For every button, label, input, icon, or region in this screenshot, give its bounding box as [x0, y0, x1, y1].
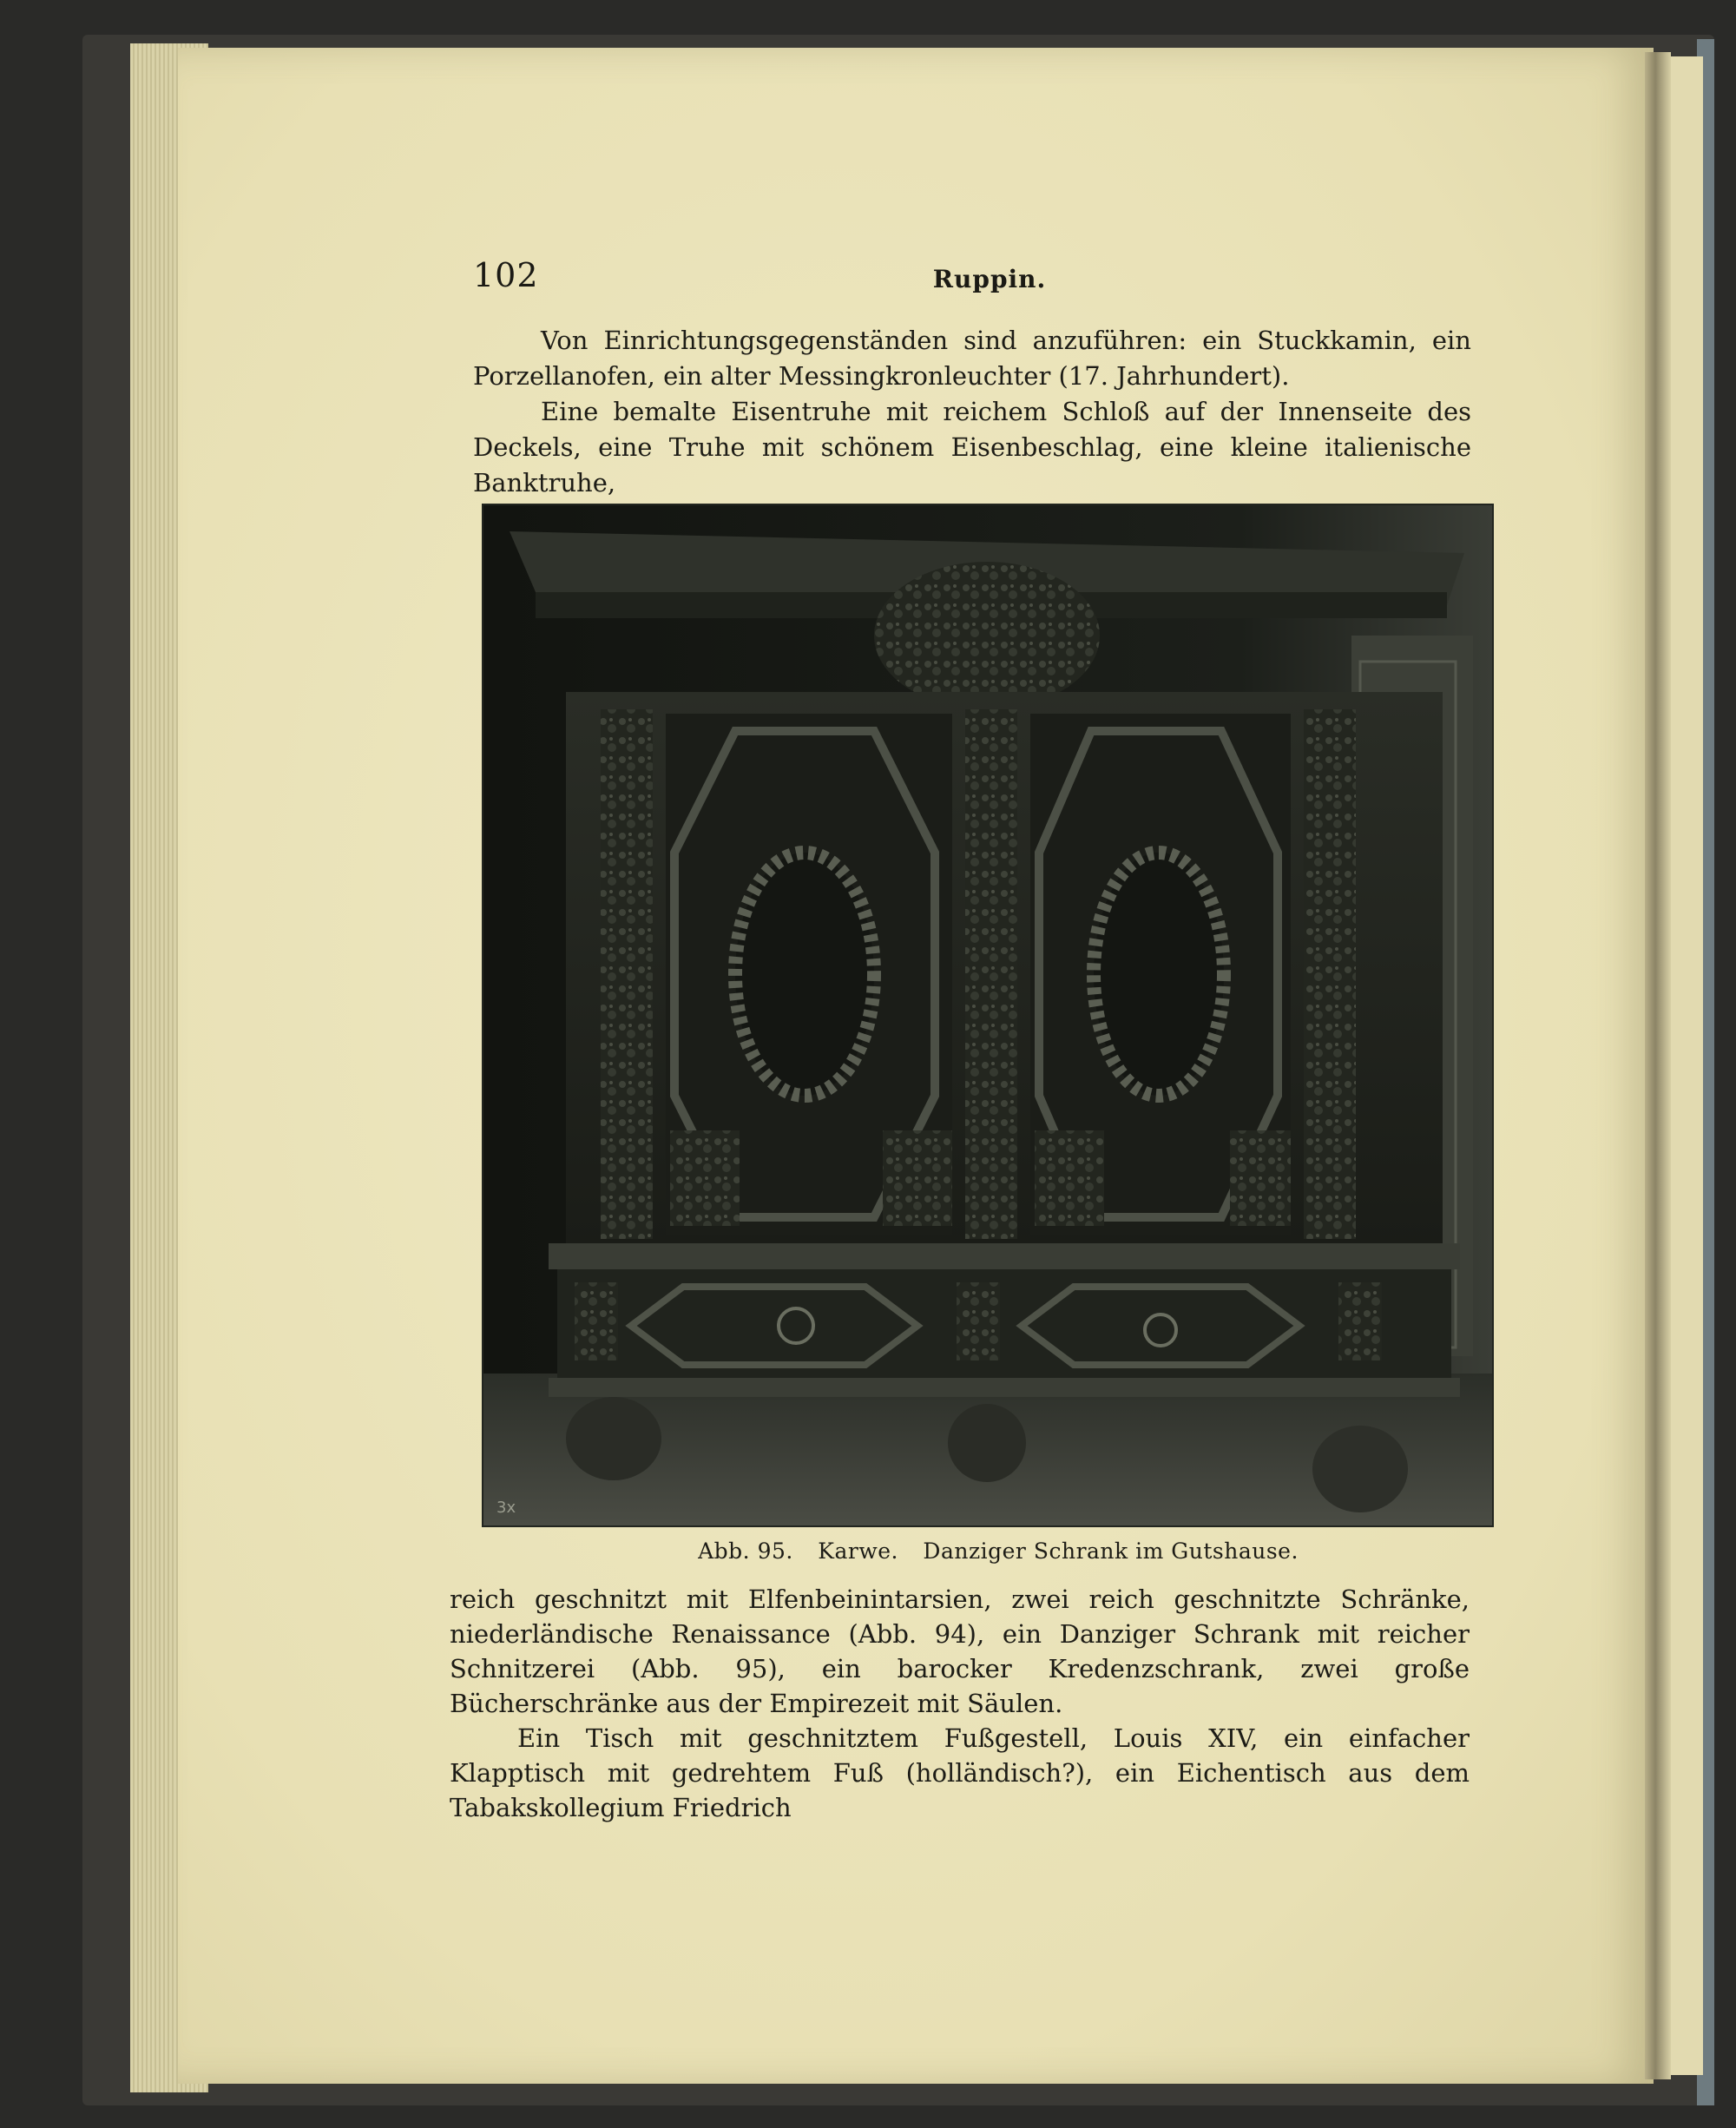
caption-number: Abb. 95.: [698, 1538, 793, 1564]
cabinet-photo: [483, 505, 1492, 1525]
facing-page-edge: [1668, 56, 1703, 2075]
page-number: 102: [473, 256, 539, 294]
page-gutter: [1645, 52, 1671, 2079]
figure-photograph: [482, 504, 1494, 1527]
text-block-top: [473, 323, 1471, 501]
text-block-bottom: [450, 1582, 1470, 1825]
plate-mark: 3x: [496, 1499, 516, 1517]
paragraph: Ein Tisch mit geschnitztem Fußgestell, Louis XIV, ein einfacher Klapptisch mit gedrehtem Fuß (holländisch?), ein Eichentisch aus dem Tabakskollegium Friedrich: [450, 1723, 1470, 1822]
paragraph: Eine bemalte Eisentruhe mit reichem Schloß auf der Innenseite des Deckels, eine Truhe mit schönem Eisenbeschlag, eine kleine italienische Banktruhe,: [473, 397, 1471, 497]
caption-place: Karwe.: [818, 1538, 898, 1564]
figure-caption: [608, 1538, 1389, 1564]
paragraph: reich geschnitzt mit Elfenbeinintarsien, zwei reich geschnitzte Schränke, niederländische Renaissance (Abb. 94), ein Danziger Schrank mit reicher Schnitzerei (Abb. 95), ein barocker Kredenzschrank, zwei große Bücherschränke aus der Empirezeit mit Säulen.: [450, 1584, 1470, 1718]
caption-title: Danziger Schrank im Gutshause.: [923, 1538, 1299, 1564]
running-title: Ruppin.: [932, 265, 1047, 293]
paragraph: Von Einrichtungsgegenständen sind anzuführen: ein Stuckkamin, ein Porzellanofen, ein alter Messingkronleuchter (17. Jahrhundert).: [473, 326, 1471, 391]
